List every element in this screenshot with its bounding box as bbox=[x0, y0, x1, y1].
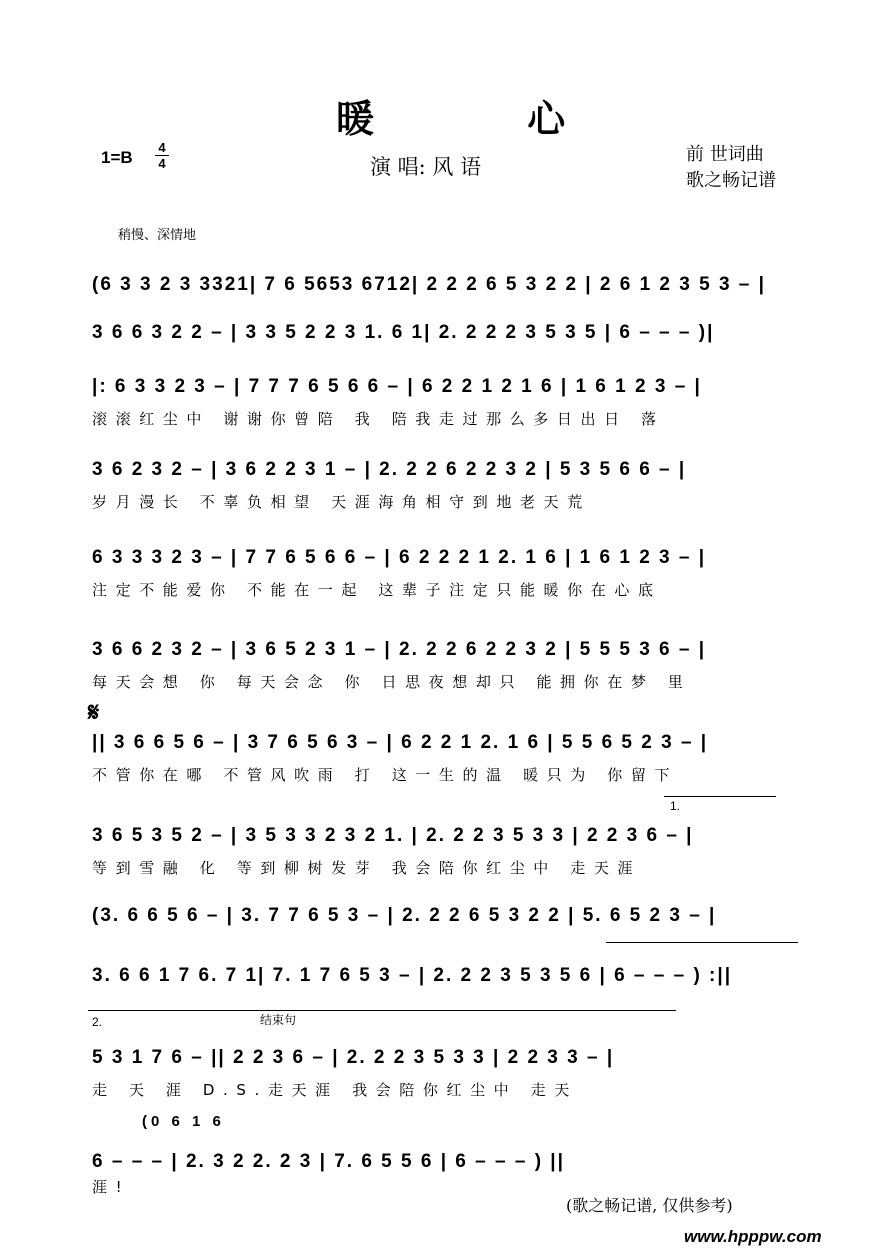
volta-1-bracket bbox=[664, 796, 776, 797]
notes-row-8: 3 6 5 3 5 2 – | 3 5 3 3 2 3 2 1. | 2. 2 2 3 5 3 3 | 2 2 3 6 – | bbox=[92, 825, 694, 846]
lyrics-row-4: 岁月漫长 不辜负相望 天涯海角相守到地老天荒 bbox=[92, 493, 591, 511]
notes-row-1: (6 3 3 2 3 3321| 7 6 5653 6712| 2 2 2 6 5 3 2 2 | 2 6 1 2 3 5 3 – | bbox=[92, 274, 766, 295]
tempo-marking: 稍慢、深情地 bbox=[118, 227, 197, 242]
lyrics-row-12: 涯! bbox=[92, 1178, 131, 1196]
notes-row-7: || 3 6 6 5 6 – | 3 7 6 5 6 3 – | 6 2 2 1 2. 1 6 | 5 5 6 5 2 3 – | bbox=[92, 732, 709, 753]
notes-row-4: 3 6 2 3 2 – | 3 6 2 2 3 1 – | 2. 2 2 6 2 2 3 2 | 5 3 5 6 6 – | bbox=[92, 459, 687, 480]
song-title: 暖 心 bbox=[336, 96, 636, 141]
repeat-bracket bbox=[606, 942, 798, 943]
lyrics-row-7: 不管你在哪 不管风吹雨 打 这一生的温 暖只为 你留下 bbox=[92, 766, 679, 784]
notes-row-10: 3. 6 6 1 7 6. 7 1| 7. 1 7 6 5 3 – | 2. 2 2 3 5 3 5 6 | 6 – – – ) :|| bbox=[92, 965, 733, 986]
coda-label: 结束句 bbox=[260, 1013, 297, 1027]
composer-credit: 前 世词曲 bbox=[686, 144, 764, 165]
lyrics-row-3: 滚滚红尘中 谢谢你曾陪 我 陪我走过那么多日出日 落 bbox=[92, 410, 665, 428]
notes-row-12: 6 – – – | 2. 3 2 2. 2 3 | 7. 6 5 5 6 | 6 – – – ) || bbox=[92, 1151, 565, 1172]
notes-row-3: |: 6 3 3 2 3 – | 7 7 7 6 5 6 6 – | 6 2 2 1 2 1 6 | 1 6 1 2 3 – | bbox=[92, 376, 702, 397]
notes-row-11: 5 3 1 7 6 – || 2 2 3 6 – | 2. 2 2 3 5 3 3 | 2 2 3 3 – | bbox=[92, 1047, 615, 1068]
transcriber-credit: 歌之畅记谱 bbox=[686, 170, 776, 191]
key-signature: 1=B bbox=[101, 148, 133, 167]
segno-sign: 𝄋 bbox=[88, 698, 100, 727]
volta-1-label: 1. bbox=[670, 799, 681, 813]
lyrics-row-8: 等到雪融 化 等到柳树发芽 我会陪你红尘中 走天涯 bbox=[92, 859, 642, 877]
footer-note: (歌之畅记谱, 仅供参考) bbox=[566, 1196, 733, 1215]
time-signature-top: 4 bbox=[158, 140, 166, 155]
lyrics-row-6: 每天会想 你 每天会念 你 日思夜想却只 能拥你在梦 里 bbox=[92, 673, 692, 691]
volta-2-label: 2. bbox=[92, 1015, 103, 1029]
interlude-notes: (0 6 1 6 bbox=[142, 1113, 225, 1130]
time-signature-bottom: 4 bbox=[158, 156, 166, 171]
notes-row-9: (3. 6 6 5 6 – | 3. 7 7 6 5 3 – | 2. 2 2 6 5 3 2 2 | 5. 6 5 2 3 – | bbox=[92, 905, 717, 926]
volta-2-bracket bbox=[88, 1010, 676, 1011]
notes-row-5: 6 3 3 3 2 3 – | 7 7 6 5 6 6 – | 6 2 2 2 1 2. 1 6 | 1 6 1 2 3 – | bbox=[92, 547, 707, 568]
site-watermark: www.hpppw.com bbox=[684, 1227, 822, 1246]
singer-credit: 演 唱: 风 语 bbox=[370, 155, 482, 179]
notes-row-2: 3 6 6 3 2 2 – | 3 3 5 2 2 3 1. 6 1| 2. 2 2 2 3 5 3 5 | 6 – – – )| bbox=[92, 322, 715, 343]
lyrics-row-11: 走 天 涯 D.S.走天涯 我会陪你红尘中 走天 bbox=[92, 1081, 578, 1099]
time-signature bbox=[155, 141, 169, 170]
lyrics-row-5: 注定不能爱你 不能在一起 这辈子注定只能暖你在心底 bbox=[92, 581, 662, 599]
notes-row-6: 3 6 6 2 3 2 – | 3 6 5 2 3 1 – | 2. 2 2 6 2 2 3 2 | 5 5 5 3 6 – | bbox=[92, 639, 707, 660]
